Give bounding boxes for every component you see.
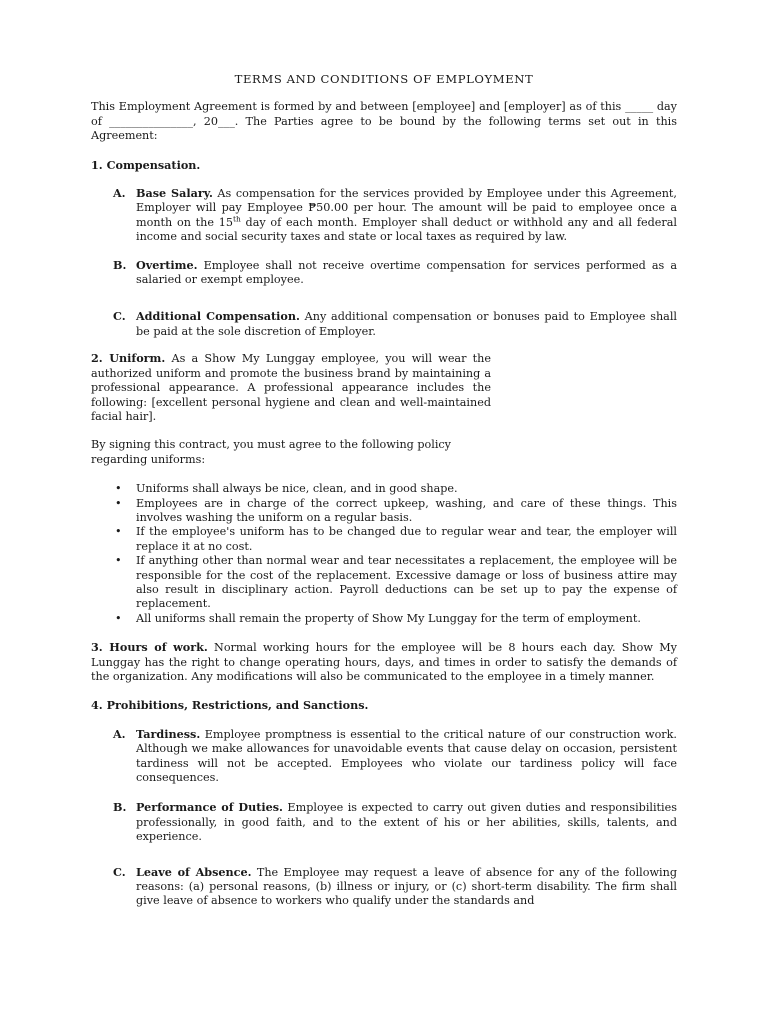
bullet-icon: • (115, 611, 122, 625)
list-item: • All uniforms shall remain the property of Show My Lunggay for the term of employment. (115, 611, 641, 625)
list-item: • If anything other than normal wear and tear necessitates a replacement, the employee will be responsible for the cost of the replacement. Excessive damage or loss of business attire may also result in disciplinary action. Payroll deductions can be set up to pay the expense of replacement. (115, 554, 677, 611)
item-text: Employee is expected to carry out given duties and responsibilities professionally, in good faith, and to the extent of his or her abilities, skills, talents, and experience. (136, 801, 677, 844)
item-text-continued: day of each month. Employer shall deduct or withhold any and all federal income and social security taxes and state or local taxes as required by law. (136, 215, 677, 244)
bullet-icon: • (115, 554, 122, 568)
list-item: • Employees are in charge of the correct upkeep, washing, and care of these things. This involves washing the uniform on a regular basis. (115, 496, 677, 524)
item-label: Performance of Duties. (136, 800, 283, 815)
item-label: Tardiness. (136, 726, 201, 741)
hours-paragraph (91, 640, 677, 684)
item-label: Leave of Absence. (136, 864, 252, 879)
item-letter: B. (113, 257, 127, 272)
item-text: Employee shall not receive overtime compensation for services performed as a salaried or exempt employee. (136, 258, 677, 287)
hours-text: Normal working hours for the employee will be 8 hours each day. Show My Lunggay has the right to change operating hours, days, and times in order to satisfy the demands of the organization. Any modifications will also be communicated to the employee in a timely manner. (91, 641, 677, 683)
item-label: Base Salary. (136, 186, 213, 201)
section-label-hours: 3. Hours of work. (91, 640, 208, 655)
uniform-text: As a Show My Lunggay employee, you will wear the authorized uniform and promote the business brand by maintaining a professional appearance. A professional appearance includes the following: [excellent personal hygiene and clean and well-maintained facial hair]. (91, 352, 491, 423)
item-text: The Employee may request a leave of absence for any of the following reasons: (a) personal reasons, (b) illness or injury, or (c) short-term disability. The firm shall give leave of absence to workers who qualify under the standards and (136, 865, 677, 908)
compensation-item-base-salary (91, 186, 677, 245)
list-item: • If the employee's uniform has to be changed due to regular wear and tear, the employer will replace it at no cost. (115, 525, 677, 553)
prohibition-item-performance (91, 800, 677, 844)
item-letter: C. (113, 309, 126, 324)
compensation-item-additional (91, 309, 677, 339)
intro-paragraph: This Employment Agreement is formed by and between [employee] and [employer] as of this _____ day of _______________, 20___. The Parties agree to be bound by the following terms set out in this Agreement: (91, 100, 677, 143)
item-letter: A. (113, 186, 126, 201)
prohibition-item-tardiness (91, 727, 677, 786)
uniform-policy-list (91, 482, 677, 626)
item-label: Overtime. (136, 257, 198, 272)
document-page (91, 72, 677, 909)
uniform-paragraph (91, 351, 491, 424)
compensation-item-overtime (91, 258, 677, 288)
section-heading-prohibitions: 4. Prohibitions, Restrictions, and Sanctions. (91, 698, 369, 713)
item-letter: A. (113, 726, 126, 741)
item-letter: C. (113, 864, 126, 879)
item-letter: B. (113, 800, 127, 815)
prohibition-item-leave (91, 865, 677, 909)
uniform-policy-intro: By signing this contract, you must agree to the following policy regarding uniforms: (91, 438, 452, 466)
item-text: Any additional compensation or bonuses paid to Employee shall be paid at the sole discretion of Employer. (136, 310, 677, 338)
bullet-icon: • (115, 496, 122, 510)
ordinal-suffix: th (232, 214, 241, 224)
bullet-icon: • (115, 482, 122, 496)
bullet-icon: • (115, 525, 122, 539)
item-label: Additional Compensation. (136, 309, 300, 324)
section-label-uniform: 2. Uniform. (91, 351, 166, 366)
item-text: Employee promptness is essential to the critical nature of our construction work. Although we make allowances for unavoidable events that cause delay on occasion, persistent tardiness will not be accepted. Employees who violate our tardiness policy will face consequences. (136, 727, 677, 785)
item-text: As compensation for the services provided by Employee under this Agreement, Employer will pay Employee ₱50.00 per hour. The amount will be paid to employee once a month on the 15 (136, 187, 677, 229)
document-title: TERMS AND CONDITIONS OF EMPLOYMENT (234, 72, 534, 86)
section-heading-compensation: 1. Compensation. (91, 157, 201, 172)
list-item: • Uniforms shall always be nice, clean, and in good shape. (115, 482, 458, 496)
